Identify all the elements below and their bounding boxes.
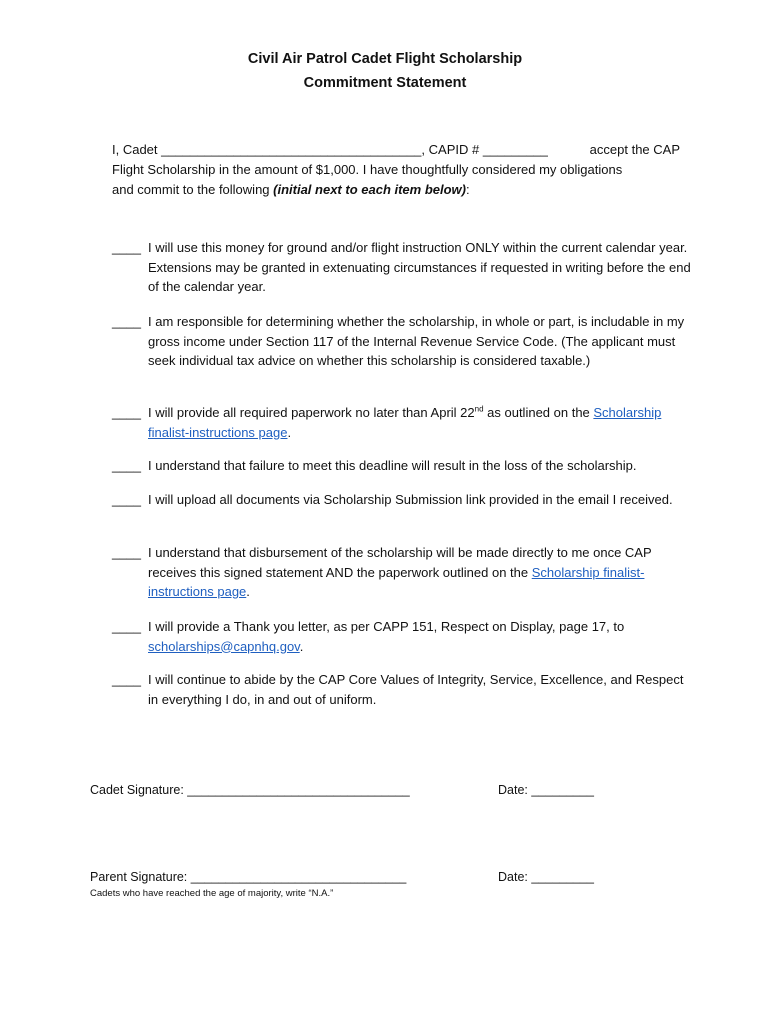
initial-field[interactable]: ____: [112, 240, 141, 255]
commitment-text: I understand that disbursement of the scholarship will be made directly to me once CAP receives this signed statement AND the paperwork outlined on the Scholarship finalist-instructions page.: [148, 545, 652, 599]
intro-amount-text: Flight Scholarship in the amount of $1,000. I have thoughtfully considered my obligations: [112, 162, 623, 177]
initial-field[interactable]: ____: [112, 545, 141, 560]
intro-line-1: [112, 140, 680, 160]
initial-field[interactable]: ____: [112, 492, 141, 507]
commitment-item-8: [112, 670, 692, 709]
parent-signature-field[interactable]: Parent Signature: _______________________________: [90, 870, 407, 884]
commitment-item-1: [112, 238, 692, 297]
cadet-date-field[interactable]: Date: _________: [498, 783, 594, 797]
commitment-item-5: [112, 490, 692, 510]
cadet-name-capid-field[interactable]: I, Cadet ____________________________________, CAPID # _________: [112, 142, 548, 157]
commitment-text: I will use this money for ground and/or flight instruction ONLY within the current calendar year. Extensions may be granted in extenuating circumstances if requested in writing before the end of the calendar year.: [148, 240, 691, 294]
document-title: Civil Air Patrol Cadet Flight Scholarship: [247, 51, 523, 67]
commitment-text: I understand that failure to meet this deadline will result in the loss of the scholarship.: [148, 458, 637, 473]
commitment-item-3: [112, 403, 692, 442]
initial-field[interactable]: ____: [112, 619, 141, 634]
commitment-item-4: [112, 456, 692, 476]
scholarships-email-link[interactable]: scholarships@capnhq.gov: [148, 638, 300, 654]
initial-field[interactable]: ____: [112, 405, 141, 420]
commitment-text: I will provide a Thank you letter, as per CAPP 151, Respect on Display, page 17, to scholarships@capnhq.gov.: [148, 619, 625, 654]
intro-instruction: (initial next to each item below): [273, 182, 467, 197]
initial-field[interactable]: ____: [112, 458, 141, 473]
commitment-text: I am responsible for determining whether the scholarship, in whole or part, is includable in my gross income under Section 117 of the Internal Revenue Service Code. (The applicant must seek individual tax advice on whether this scholarship is considered taxable.): [148, 314, 685, 368]
commitment-item-6: [112, 543, 692, 602]
initial-field[interactable]: ____: [112, 672, 141, 687]
instructions-page-link[interactable]: Scholarship finalist-instructions page: [148, 405, 662, 440]
parent-date-field[interactable]: Date: _________: [498, 870, 594, 884]
commitment-text: I will continue to abide by the CAP Core Values of Integrity, Service, Excellence, and Respect in everything I do, in and out of uniform.: [148, 672, 684, 707]
commitment-item-2: [112, 312, 692, 371]
commitment-item-7: [112, 617, 692, 656]
intro-accept-text: accept the CAP: [589, 142, 680, 157]
intro-line-2: [112, 160, 680, 180]
commitment-text: I will provide all required paperwork no later than April 22nd as outlined on the Scholarship finalist-instructions page.: [148, 404, 662, 440]
instructions-page-link[interactable]: Scholarship finalist-instructions page: [148, 564, 645, 599]
cadet-signature-field[interactable]: Cadet Signature: ________________________________: [90, 783, 410, 797]
commitment-text: I will upload all documents via Scholarship Submission link provided in the email I received.: [148, 492, 673, 507]
initial-field[interactable]: ____: [112, 314, 141, 329]
document-subtitle: Commitment Statement: [303, 75, 467, 91]
intro-paragraph: [112, 140, 680, 200]
intro-line-3: and commit to the following (initial next to each item below):: [112, 182, 470, 197]
majority-age-note: Cadets who have reached the age of majority, write “N.A.”: [90, 888, 334, 899]
